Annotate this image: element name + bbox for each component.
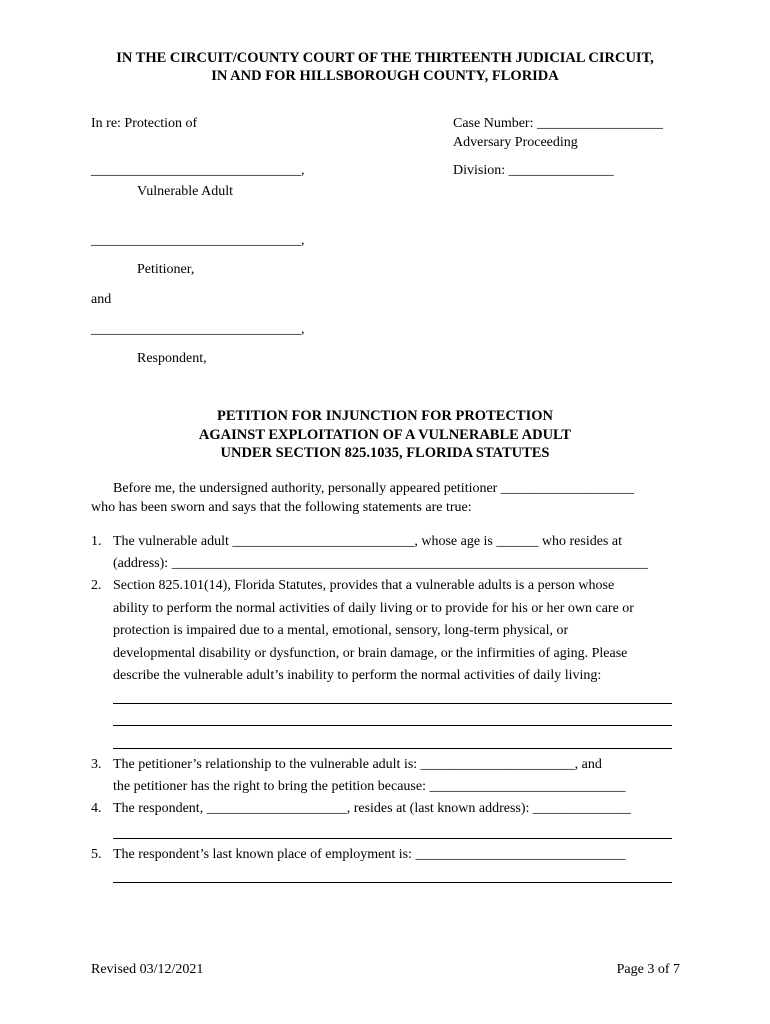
item-5-number: 5. <box>91 847 102 862</box>
respondent-label: Respondent, <box>137 351 207 366</box>
item-3-number: 3. <box>91 757 102 772</box>
item-4-number: 4. <box>91 801 102 816</box>
petition-title-line-2: AGAINST EXPLOITATION OF A VULNERABLE ADULT <box>198 427 572 443</box>
item-1-line-2: (address): ____________________________________________________________________ <box>113 556 648 571</box>
vulnerable-adult-blank: ______________________________, <box>91 163 305 178</box>
petitioner-blank: ______________________________, <box>91 233 305 248</box>
item-2-line-5: describe the vulnerable adult’s inability to perform the normal activities of daily living: <box>113 668 602 683</box>
item-2-line-4: developmental disability or dysfunction, or brain damage, or the infirmities of aging. Please <box>113 646 628 661</box>
and-label: and <box>91 292 112 307</box>
item-3-line-2: the petitioner has the right to bring the petition because: ____________________________ <box>113 779 626 794</box>
petition-title-line-3: UNDER SECTION 825.1035, FLORIDA STATUTES <box>220 445 550 461</box>
item-5-line-1: The respondent’s last known place of employment is: ______________________________ <box>113 847 626 862</box>
revised-date: Revised 03/12/2021 <box>91 962 204 977</box>
item-2-number: 2. <box>91 578 102 593</box>
vulnerable-adult-label: Vulnerable Adult <box>137 184 233 199</box>
item-2-line-2: ability to perform the normal activities of daily living or to provide for his or her own care or <box>113 601 634 616</box>
item-1-number: 1. <box>91 534 102 549</box>
intro-line-1: Before me, the undersigned authority, personally appeared petitioner ___________________ <box>113 481 634 496</box>
court-header-line-2: IN AND FOR HILLSBOROUGH COUNTY, FLORIDA <box>211 68 559 84</box>
description-blank-line <box>113 748 672 749</box>
respondent-blank: ______________________________, <box>91 322 305 337</box>
item-3-line-1: The petitioner’s relationship to the vulnerable adult is: ______________________, and <box>113 757 602 772</box>
court-header-line-1: IN THE CIRCUIT/COUNTY COURT OF THE THIRTEENTH JUDICIAL CIRCUIT, <box>116 50 654 66</box>
adversary-proceeding-label: Adversary Proceeding <box>453 135 578 150</box>
division-field: Division: _______________ <box>453 163 614 178</box>
case-number-field: Case Number: __________________ <box>453 116 663 131</box>
description-blank-line <box>113 725 672 726</box>
description-blank-line <box>113 703 672 704</box>
in-re-label: In re: Protection of <box>91 116 198 131</box>
item-1-line-1: The vulnerable adult __________________________, whose age is ______ who resides at <box>113 534 622 549</box>
intro-line-2: who has been sworn and says that the following statements are true: <box>91 500 472 515</box>
page-number: Page 3 of 7 <box>616 962 680 977</box>
item-4-line-1: The respondent, ____________________, resides at (last known address): ______________ <box>113 801 631 816</box>
employment-blank-line <box>113 882 672 883</box>
address-blank-line <box>113 838 672 839</box>
item-2-line-3: protection is impaired due to a mental, emotional, sensory, long-term physical, or <box>113 623 569 638</box>
petition-title-line-1: PETITION FOR INJUNCTION FOR PROTECTION <box>217 408 553 424</box>
petitioner-label: Petitioner, <box>137 262 195 277</box>
item-2-line-1: Section 825.101(14), Florida Statutes, provides that a vulnerable adults is a person whose <box>113 578 615 593</box>
